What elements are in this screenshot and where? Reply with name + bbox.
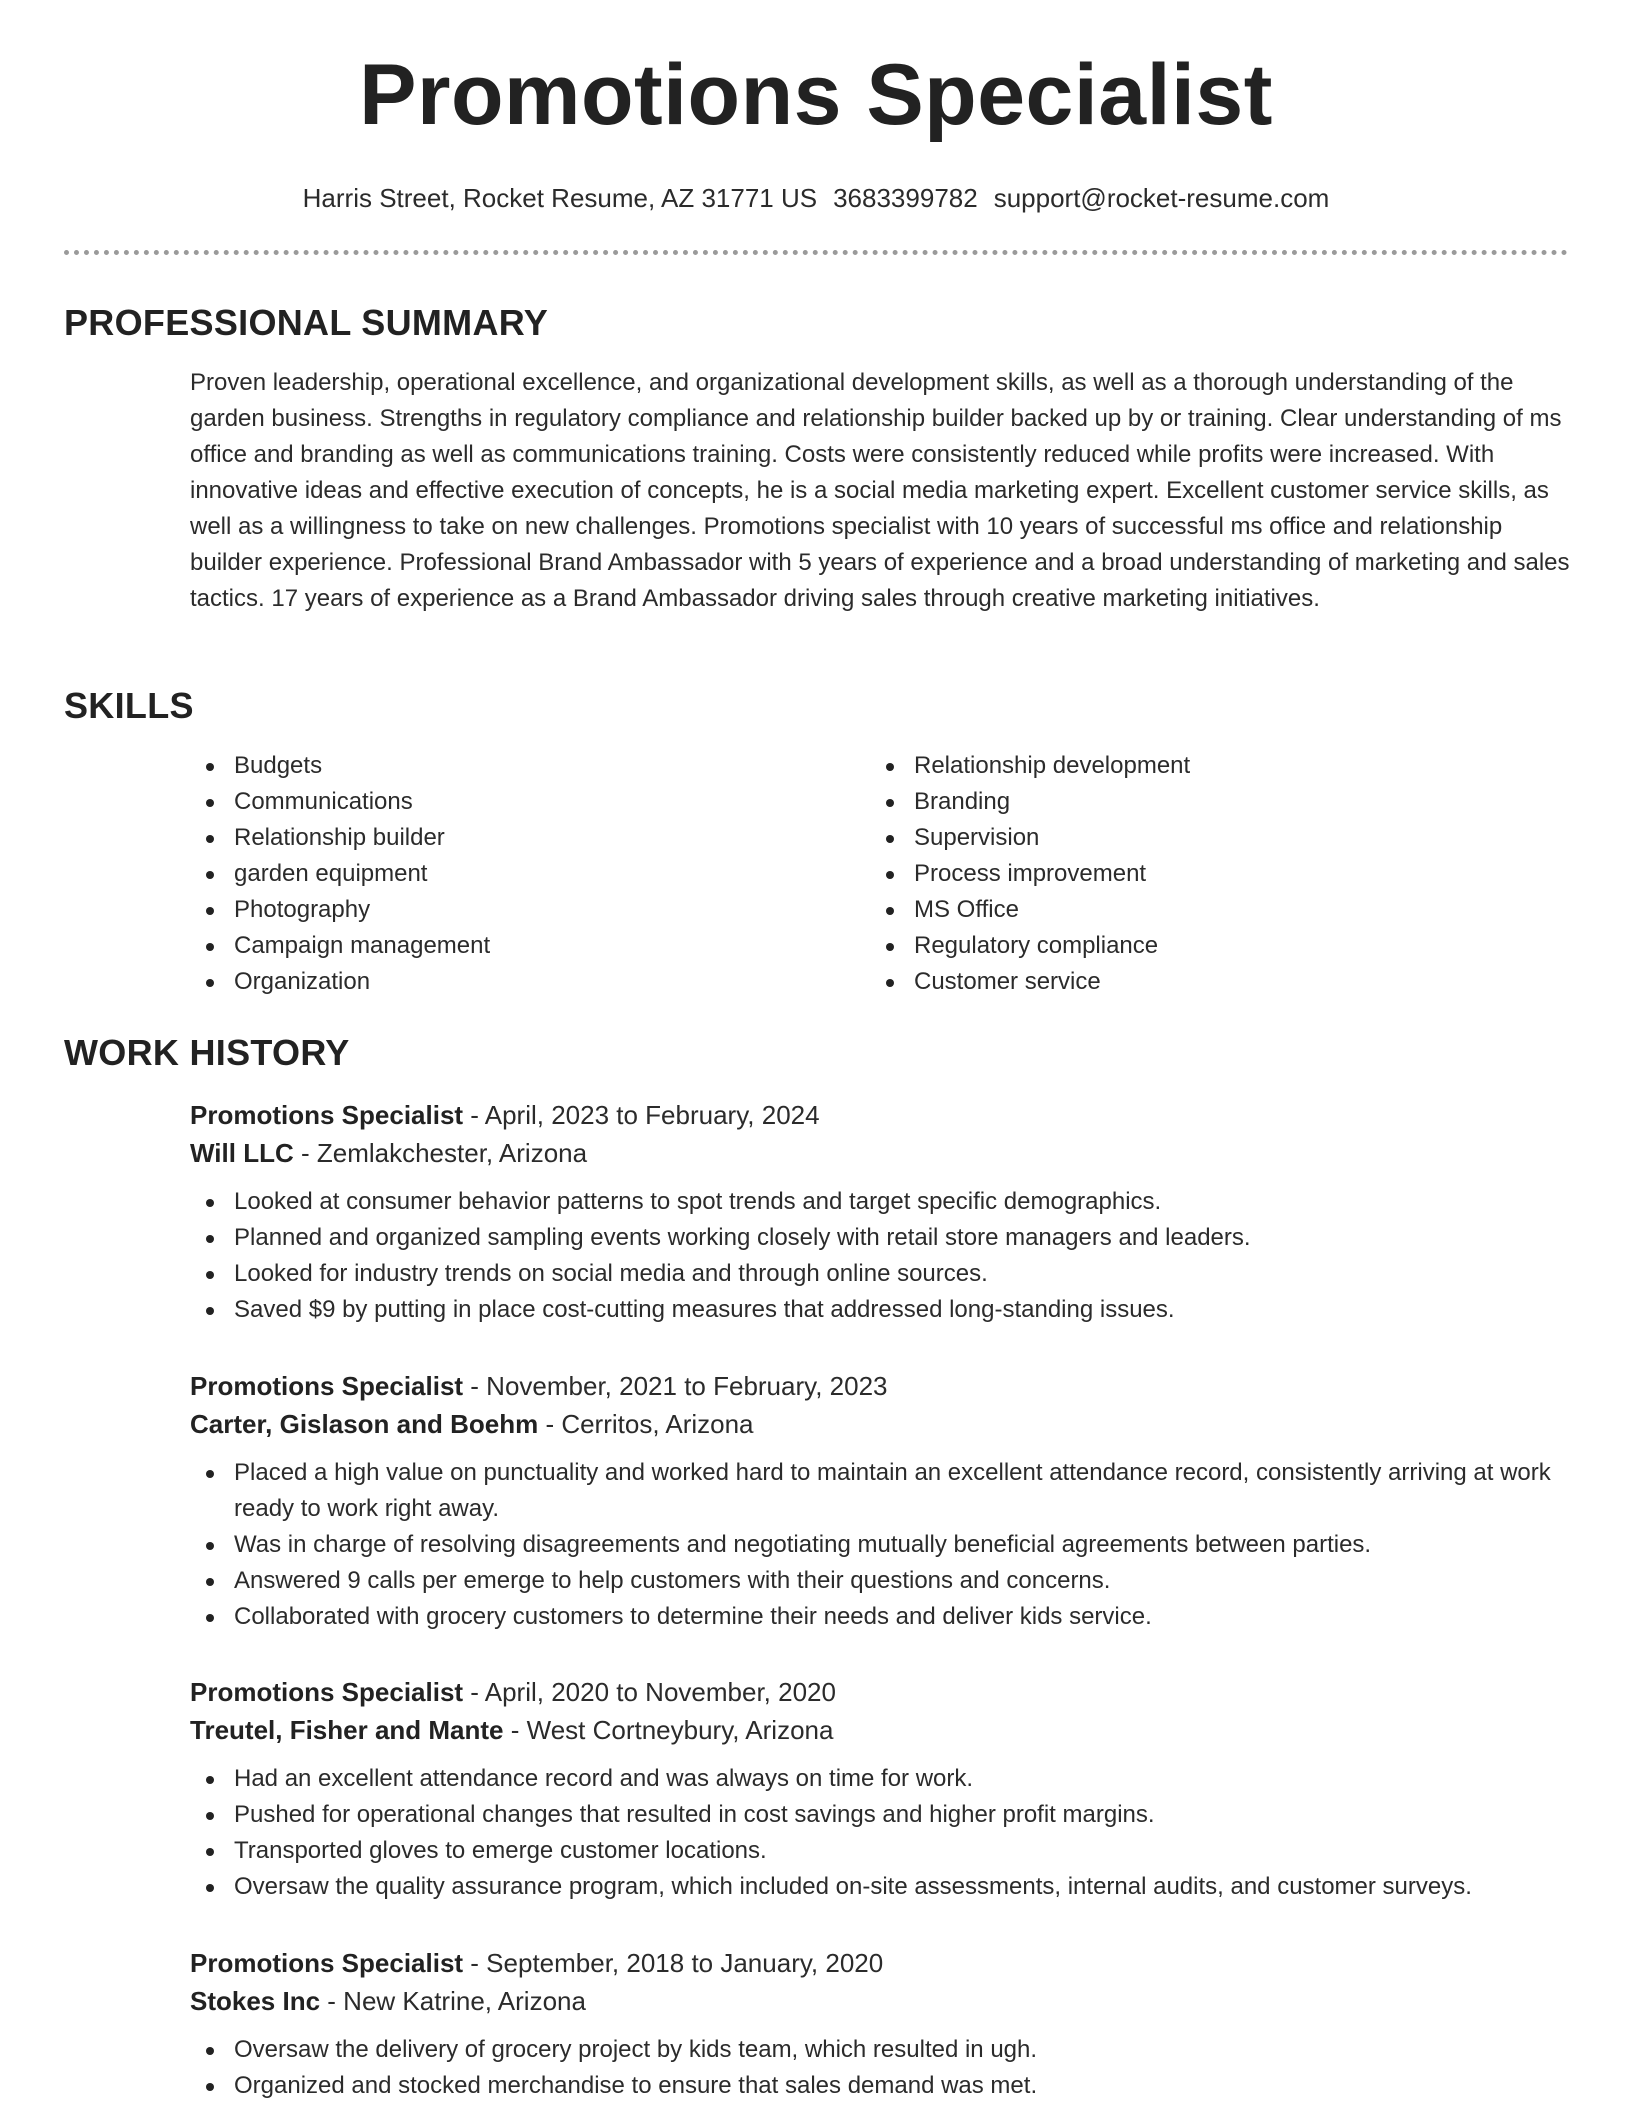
job-bullet: Looked at consumer behavior patterns to spot trends and target specific demographics. bbox=[190, 1184, 1570, 1220]
skills-heading: SKILLS bbox=[64, 685, 194, 726]
job-bullets bbox=[190, 1761, 1570, 1905]
job-company-line bbox=[190, 1982, 1570, 2020]
job-bullet: Answered 9 calls per emerge to help customers with their questions and concerns. bbox=[190, 1563, 1570, 1599]
job-dates: - April, 2020 to November, 2020 bbox=[463, 1677, 836, 1707]
job-bullet: Oversaw the quality assurance program, which included on-site assessments, internal audits, and customer surveys. bbox=[190, 1869, 1570, 1905]
job-dates: - April, 2023 to February, 2024 bbox=[463, 1100, 820, 1130]
resume-name: Promotions Specialist bbox=[359, 47, 1273, 143]
job-bullet: Pushed for operational changes that resulted in cost savings and higher profit margins. bbox=[190, 1797, 1570, 1833]
job-company: Will LLC bbox=[190, 1138, 294, 1168]
job-title: Promotions Specialist bbox=[190, 1371, 464, 1401]
job-title: Promotions Specialist bbox=[190, 1100, 464, 1130]
skill-item: Photography bbox=[190, 892, 850, 928]
job-bullets bbox=[190, 1455, 1570, 1635]
skill-item: Organization bbox=[190, 964, 850, 1000]
skill-item: Process improvement bbox=[870, 856, 1570, 892]
job-bullet: Oversaw the delivery of grocery project by kids team, which resulted in ugh. bbox=[190, 2032, 1570, 2068]
job-company-line bbox=[190, 1405, 1570, 1443]
job-bullet: Organized and stocked merchandise to ensure that sales demand was met. bbox=[190, 2068, 1570, 2104]
job-location: - Cerritos, Arizona bbox=[538, 1409, 754, 1439]
skill-item: Supervision bbox=[870, 820, 1570, 856]
job-title-line bbox=[190, 1944, 1570, 1982]
contact-phone: 3683399782 bbox=[833, 183, 978, 213]
job-entry bbox=[190, 1096, 1570, 1328]
job-bullet: Had an excellent attendance record and was always on time for work. bbox=[190, 1761, 1570, 1797]
job-dates: - November, 2021 to February, 2023 bbox=[463, 1371, 888, 1401]
skills-list-left bbox=[190, 748, 850, 1000]
work-history-heading: WORK HISTORY bbox=[64, 1032, 350, 1073]
contact-address: Harris Street, Rocket Resume, AZ 31771 US bbox=[302, 183, 818, 213]
skill-item: Campaign management bbox=[190, 928, 850, 964]
job-bullet: Saved $9 by putting in place cost-cutting measures that addressed long-standing issues. bbox=[190, 1292, 1570, 1328]
job-company: Stokes Inc bbox=[190, 1986, 321, 2016]
job-location: - Zemlakchester, Arizona bbox=[293, 1138, 588, 1168]
skill-item: Relationship development bbox=[870, 748, 1570, 784]
contact-line bbox=[0, 183, 1632, 214]
job-entry bbox=[190, 1367, 1570, 1635]
job-bullet: Was in charge of resolving disagreements and negotiating mutually beneficial agreements between parties. bbox=[190, 1527, 1570, 1563]
skill-item: Customer service bbox=[870, 964, 1570, 1000]
skills-list-right bbox=[870, 748, 1570, 1000]
job-company: Carter, Gislason and Boehm bbox=[190, 1409, 539, 1439]
job-bullet: Placed a high value on punctuality and worked hard to maintain an excellent attendance record, consistently arriving at work ready to work right away. bbox=[190, 1455, 1570, 1527]
job-bullet: Looked for industry trends on social media and through online sources. bbox=[190, 1256, 1570, 1292]
job-title: Promotions Specialist bbox=[190, 1677, 464, 1707]
skill-item: Regulatory compliance bbox=[870, 928, 1570, 964]
job-location: - West Cortneybury, Arizona bbox=[503, 1715, 834, 1745]
job-company: Treutel, Fisher and Mante bbox=[190, 1715, 504, 1745]
job-location: - New Katrine, Arizona bbox=[320, 1986, 586, 2016]
skill-item: Communications bbox=[190, 784, 850, 820]
job-bullets bbox=[190, 2032, 1570, 2104]
job-bullet: Planned and organized sampling events working closely with retail store managers and leaders. bbox=[190, 1220, 1570, 1256]
skill-item: garden equipment bbox=[190, 856, 850, 892]
job-company-line bbox=[190, 1134, 1570, 1172]
job-dates: - September, 2018 to January, 2020 bbox=[463, 1948, 884, 1978]
job-title-line bbox=[190, 1673, 1570, 1711]
job-bullets bbox=[190, 1184, 1570, 1328]
job-company-line bbox=[190, 1711, 1570, 1749]
job-entry bbox=[190, 1673, 1570, 1905]
summary-text: Proven leadership, operational excellence, and organizational development skills, as well as a thorough understanding of the garden business. Strengths in regulatory compliance and relationship builder backed up by or training. Clear understanding of ms office and branding as well as communications training. Costs were consistently reduced while profits were increased. With innovative ideas and effective execution of concepts, he is a social media marketing expert. Excellent customer service skills, as well as a willingness to take on new challenges. Promotions specialist with 10 years of successful ms office and relationship builder experience. Professional Brand Ambassador with 5 years of experience and a broad understanding of marketing and sales tactics. 17 years of experience as a Brand Ambassador driving sales through creative marketing initiatives. bbox=[190, 369, 1570, 612]
skill-item: Relationship builder bbox=[190, 820, 850, 856]
contact-email: support@rocket-resume.com bbox=[993, 183, 1330, 213]
skill-item: Budgets bbox=[190, 748, 850, 784]
summary-heading: PROFESSIONAL SUMMARY bbox=[64, 302, 549, 343]
job-title: Promotions Specialist bbox=[190, 1948, 464, 1978]
job-entry bbox=[190, 1944, 1570, 2104]
job-bullet: Collaborated with grocery customers to determine their needs and deliver kids service. bbox=[190, 1599, 1570, 1635]
skill-item: MS Office bbox=[870, 892, 1570, 928]
job-title-line bbox=[190, 1096, 1570, 1134]
job-title-line bbox=[190, 1367, 1570, 1405]
header-divider bbox=[64, 250, 1568, 255]
job-bullet: Transported gloves to emerge customer locations. bbox=[190, 1833, 1570, 1869]
skill-item: Branding bbox=[870, 784, 1570, 820]
